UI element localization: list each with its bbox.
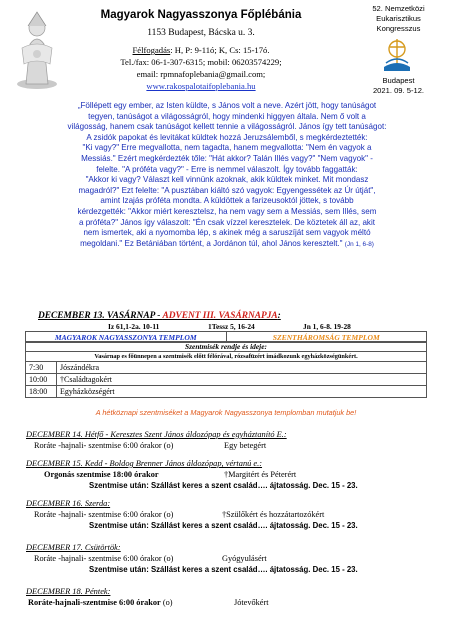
gospel-line: felelte. "A próféta vagy?" - Erre is nemmel válaszolt. Így tovább faggatták:: [96, 164, 358, 174]
office-hours: [66, 45, 336, 55]
day-heading-17: DECEMBER 17. Csütörtök:: [26, 543, 121, 552]
gospel-line: "Akkor ki vagy? Választ kell vinnünk azoknak, akik küldtek minket. Mit mondasz: [85, 175, 369, 185]
mass-description: Roráte-hajnali-szentmise 6:00 órakor: [28, 598, 161, 607]
congress-date: 2021. 09. 5-12.: [372, 86, 425, 95]
parish-email: email: rpmnafoplebania@gmail.com;: [136, 69, 266, 79]
table-row: [26, 386, 427, 398]
day-15-mass: [44, 470, 434, 479]
devotion-note: Szentmise után: Szállást keres a szent család…. ájtatosság. Dec. 15 - 23.: [89, 481, 358, 490]
table-row: [26, 362, 427, 374]
gospel-line: „Föllépett egy ember, az Isten küldte, s János volt a neve. Azért jött, hogy tanúságot: [77, 101, 377, 110]
mass-time: 18:00: [26, 386, 57, 398]
mass-intention: Jószándékra: [57, 362, 427, 374]
parish-phone: Tel./fax: 06-1-307-6315; mobil: 06203574229;: [120, 57, 282, 67]
mass-description: Roráte -hajnali- szentmise 6:00 órakor (o): [34, 441, 174, 450]
mass-intention: †Családtagokért: [57, 374, 427, 386]
church-right-label: SZENTHÁROMSÁG TEMPLOM: [226, 332, 427, 343]
congress-line-2: Eukarisztikus: [376, 14, 421, 23]
reading-gospel: Jn 1, 6-8. 19-28: [303, 322, 351, 331]
parish-title: Magyarok Nagyasszonya Főplébánia: [100, 9, 302, 21]
devotion-note: Szentmise után: Szállást keres a szent család…. ájtatosság. Dec. 15 - 23.: [89, 521, 358, 530]
mass-schedule-table: [25, 341, 427, 398]
weekday-note: A hétköznapi szentmiséket a Magyarok Nagyasszonya templomban mutatjuk be!: [95, 408, 357, 417]
gospel-line: "Ki vagy?" Erre megvallotta, nem tagadta, hanem megvallotta: "Nem én vagyok a: [82, 143, 372, 153]
office-hours-label: Félfogadás: [132, 45, 171, 55]
day-18-mass: [28, 598, 428, 607]
day-heading-18: DECEMBER 18. Péntek:: [26, 587, 111, 596]
table-row: [26, 374, 427, 386]
madonna-statue-icon: [6, 4, 68, 94]
mass-intention: †Szülőkért és hozzátartozókért: [222, 510, 325, 519]
sunday-title: ADVENT III. VASÁRNAPJA: [162, 311, 278, 321]
gospel-line: A zsidók papokat és levitákat küldtek hozzá Jeruzsálemből, s megkérdeztették:: [86, 132, 368, 142]
mass-intention: Egy betegért: [224, 441, 267, 450]
reading-second: 1Tessz 5, 16-24: [208, 322, 255, 331]
devotion-note: Szentmise után: Szállást keres a szent család…. ájtatosság. Dec. 15 - 23.: [89, 565, 358, 574]
gospel-line: nem ismertek, aki a nyomomba lép, s akinek még a saruszíját sem vagyok méltó: [83, 228, 371, 238]
schedule-title: Szentmisék rendje és ideje:: [26, 342, 427, 352]
congress-line-3: Kongresszus: [376, 24, 421, 33]
mass-time: 7:30: [26, 362, 57, 374]
mass-mark: (o): [162, 598, 173, 607]
church-left-label: MAGYAROK NAGYASSZONYA TEMPLOM: [26, 332, 227, 343]
mass-description: Roráte -hajnali- szentmise 6:00 órakor (o): [34, 510, 174, 519]
gospel-line: tegyen, tanúságot a világosságról, hogy mindenki higgyen általa. Nem ő volt a: [88, 111, 366, 121]
sunday-date: DECEMBER 13. VASÁRNAP -: [38, 311, 163, 321]
office-hours-value: : H, P: 9-11ó; K, Cs: 15-17ó.: [170, 45, 270, 55]
gospel-line-last: megoldani." Ez Betániában történt, a Jordánon túl, ahol János keresztelt.": [80, 238, 343, 248]
gospel-line: magadról?" Ezt felelte: "A pusztában kiáltó szó vagyok: Egyengessétek az Úr útját",: [78, 185, 376, 195]
congress-caption: [346, 4, 451, 34]
sunday-heading: [38, 311, 281, 321]
gospel-line: amint Izajás próféta mondta. A küldöttek a farizeusoktól jöttek, s tovább: [100, 196, 354, 206]
mass-description: Roráte -hajnali- szentmise 6:00 órakor (o): [34, 554, 174, 563]
schedule-intro: Vasárnap es főünnepen a szentmisék előtt félórával, rózsafüzért imádkozunk egyházközségünkért.: [26, 352, 427, 362]
day-17-mass: [34, 554, 434, 563]
mass-time: 10:00: [26, 374, 57, 386]
gospel-reference: (Jn 1, 6-8): [344, 240, 374, 248]
gospel-text: [12, 101, 442, 250]
parish-website-link[interactable]: www.rakospalotaifoplebania.hu: [146, 81, 256, 91]
day-16-mass: [34, 510, 434, 519]
day-heading-16: DECEMBER 16. Szerda:: [26, 499, 111, 508]
sunday-colon: :: [277, 311, 281, 321]
day-heading-15: DECEMBER 15. Kedd - Boldog Brenner János áldozópap, vértanú e.:: [26, 459, 263, 468]
eucharistic-congress-icon: [380, 37, 414, 73]
mass-intention: Egyházközségért: [57, 386, 427, 398]
gospel-line: a próféta?" János így válaszolt: "Én csak vízzel keresztelek. De köztetek áll az, akit: [79, 217, 375, 227]
mass-intention: Jótevőkért: [234, 598, 269, 607]
gospel-line: [12, 239, 442, 251]
mass-description: Orgonás szentmise 18:00 órakor: [44, 470, 159, 479]
reading-first: Iz 61,1-2a. 10-11: [108, 322, 160, 331]
mass-intention: †Margitért és Péterért: [224, 470, 297, 479]
parish-address: 1153 Budapest, Bácska u. 3.: [147, 28, 255, 38]
gospel-line: világosság, hanem csak tanúságot kellett tennie a világosságról. János így tett tanúságot:: [67, 122, 387, 132]
mass-intention: Gyógyulásért: [222, 554, 267, 563]
gospel-line: kérdezgették: "Akkor miért keresztelsz, ha nem vagy sem a Messiás, sem Illés, sem: [77, 206, 377, 216]
congress-city: Budapest: [382, 76, 415, 85]
day-heading-14: DECEMBER 14. Hétfő - Keresztes Szent János áldozópap és egyháztanító E.:: [26, 430, 287, 439]
congress-line-1: 52. Nemzetközi: [372, 4, 425, 13]
gospel-line: Messiás." Ezért megkérdezték tőle: "Hát akkor? Talán Illés vagy?" "Nem vagyok" -: [81, 153, 373, 163]
day-14-mass: [34, 441, 434, 450]
